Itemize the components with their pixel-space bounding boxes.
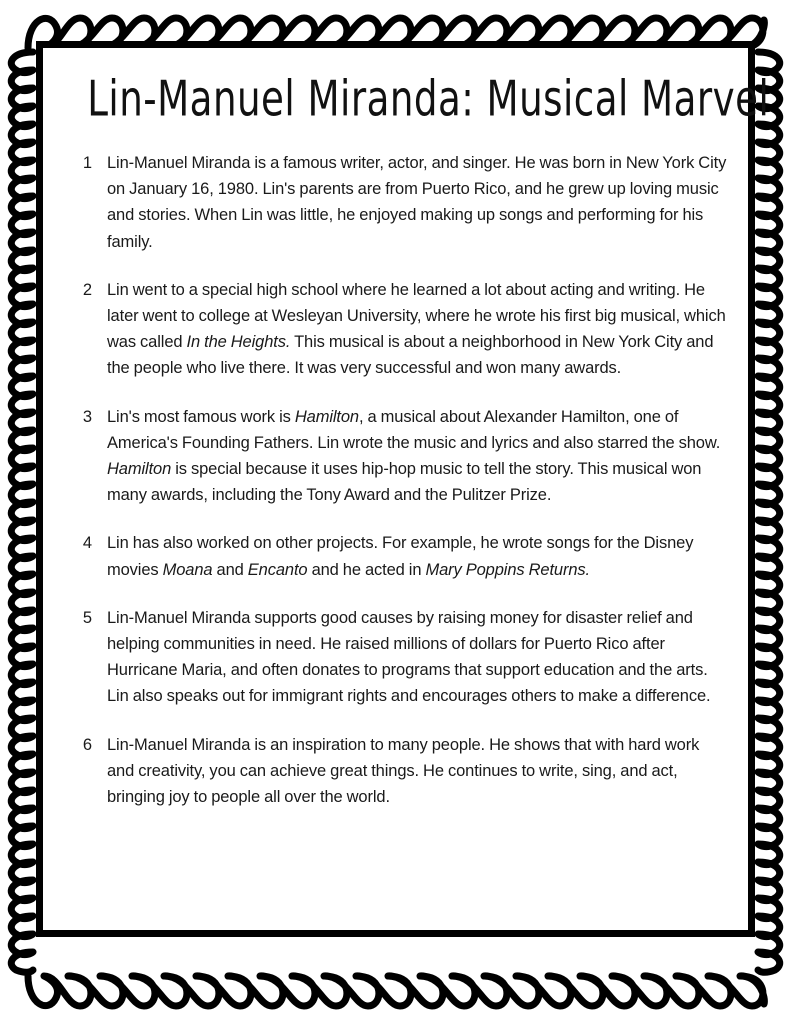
text-run: and [212, 560, 248, 579]
passage-paragraph [64, 605, 727, 710]
passage-paragraph [64, 150, 727, 255]
paragraph-number: 1 [82, 154, 92, 172]
italic-title-run: Encanto [247, 560, 308, 579]
text-run: Lin went to a special high school where he learned a lot about acting and writing. He later went to college at Wesleyan University, where he wrote his first big musical, which was called [107, 280, 726, 352]
italic-title-run: Mary Poppins Returns. [425, 560, 590, 579]
italic-title-run: In the Heights. [186, 333, 291, 352]
paragraph-number: 4 [82, 534, 92, 553]
paragraph-text [92, 530, 727, 582]
document-content [50, 52, 770, 926]
text-run: is special because it uses hip-hop music to tell the story. This musical won many awards, including the Tony Award and the Pulitzer Prize. [107, 460, 702, 505]
italic-title-run: Hamilton [107, 460, 172, 479]
text-run: Lin has also worked on other projects. For example, he wrote songs for the Disney movies [107, 534, 694, 579]
passage-paragraph [64, 404, 727, 509]
passage-paragraph [64, 277, 727, 382]
page-title: Lin-Manuel Miranda: Musical Marvel [87, 71, 770, 128]
paragraph-number: 5 [82, 608, 92, 627]
passage-paragraph [64, 530, 727, 582]
text-run: Lin-Manuel Miranda supports good causes by raising money for disaster relief and helping communities in need. He raised millions of dollars for Puerto Rico after Hurricane Maria, and often donates to programs that support education and the arts. Lin also speaks out for immigrant rights and encourages others to make a difference. [107, 608, 711, 706]
paragraph-text [92, 277, 727, 382]
paragraph-number: 3 [82, 407, 92, 426]
italic-title-run: Moana [162, 560, 213, 579]
paragraph-number: 2 [82, 280, 92, 299]
paragraph-text [92, 732, 727, 811]
paragraph-text [92, 605, 727, 710]
passage-paragraph [64, 732, 727, 811]
paragraph-text [92, 404, 727, 509]
text-run: This musical is about a neighborhood in New York City and the people who live there. It was very successful and won many awards. [107, 333, 714, 378]
paragraph-text [92, 150, 727, 255]
italic-title-run: Hamilton [294, 407, 359, 426]
reading-passage [64, 150, 727, 810]
text-run: Lin's most famous work is [107, 407, 295, 426]
text-run: , a musical about Alexander Hamilton, one of America's Founding Fathers. Lin wrote the music and lyrics and also starred the show. [107, 407, 721, 452]
paragraph-number: 6 [82, 735, 92, 754]
text-run: Lin-Manuel Miranda is an inspiration to many people. He shows that with hard work and creativity, you can achieve great things. He continues to write, sing, and act, bringing joy to people all over the world. [107, 735, 700, 807]
text-run: and he acted in [307, 560, 426, 579]
text-run: Lin-Manuel Miranda is a famous writer, actor, and singer. He was born in New York City on January 16, 1980. Lin's parents are from Puerto Rico, and he grew up loving music and stories. When Lin was little, he enjoyed making up songs and performing for his family. [107, 154, 727, 251]
